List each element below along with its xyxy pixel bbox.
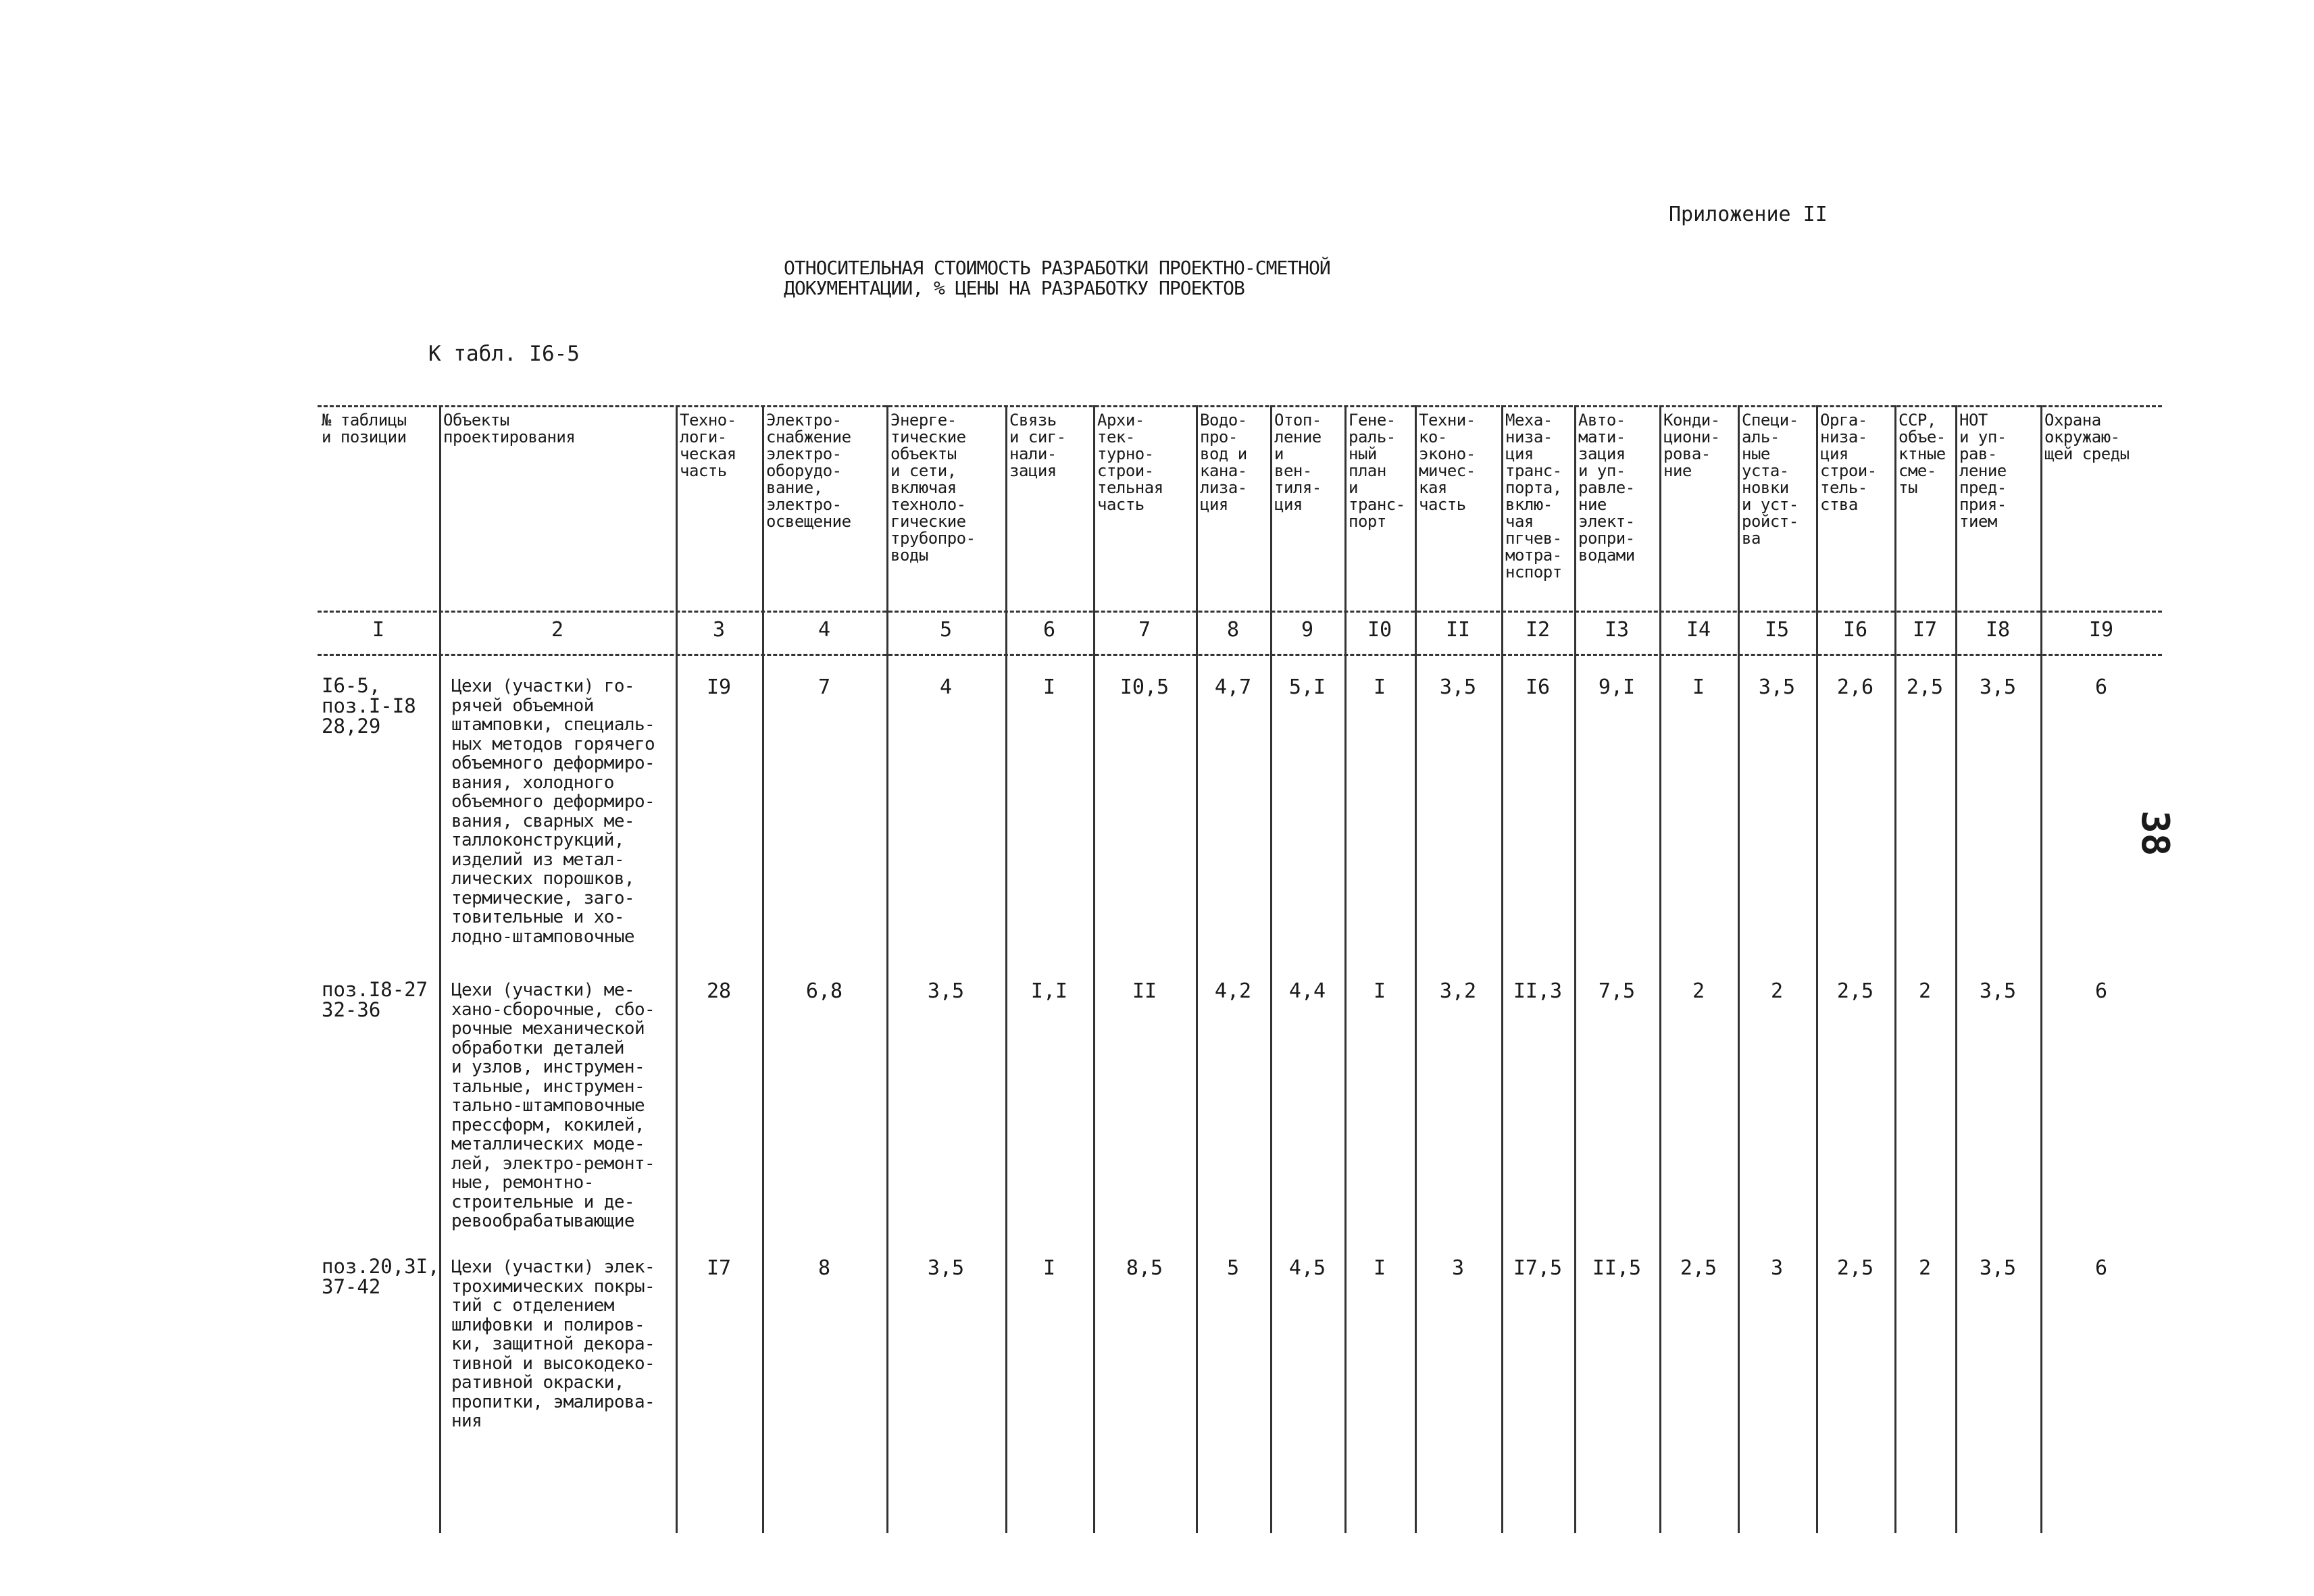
table-cell: 5,I bbox=[1288, 675, 1326, 699]
column-separator bbox=[1738, 405, 1740, 1533]
column-number: 2 bbox=[551, 618, 564, 642]
column-header: Авто- мати- зация и уп- равле- ние элект- ропри- водами bbox=[1578, 411, 1635, 565]
column-separator bbox=[1816, 405, 1818, 1533]
column-number: I9 bbox=[2088, 618, 2114, 642]
table-row-position: поз.I8-27 32-36 bbox=[322, 978, 428, 1021]
column-number: 7 bbox=[1138, 618, 1151, 642]
column-header: Архи- тек- турно- строи- тельная часть bbox=[1097, 411, 1163, 514]
column-header: Электро- снабжение электро- оборудо- вание, электро- освещение bbox=[766, 411, 851, 531]
table-cell: 8 bbox=[818, 1256, 831, 1280]
table-rule bbox=[318, 405, 2162, 407]
table-cell: 3,5 bbox=[1979, 979, 2017, 1003]
appendix-label: Приложение II bbox=[1669, 203, 1828, 226]
table-cell: I bbox=[1042, 675, 1056, 699]
column-number: II bbox=[1445, 618, 1471, 642]
table-cell: I bbox=[1373, 1256, 1386, 1280]
column-header: Конди- циони- рова- ние bbox=[1663, 411, 1720, 480]
table-cell: 9,I bbox=[1598, 675, 1636, 699]
table-cell: 3,5 bbox=[927, 1256, 965, 1280]
column-number: I2 bbox=[1525, 618, 1551, 642]
column-header: Водо- про- вод и кана- лиза- ция bbox=[1200, 411, 1247, 514]
column-separator bbox=[1955, 405, 1957, 1533]
table-cell: 28 bbox=[706, 979, 732, 1003]
table-cell: 3,5 bbox=[1439, 675, 1477, 699]
table-cell: I bbox=[1373, 979, 1386, 1003]
table-rule bbox=[318, 611, 2162, 613]
column-header: Специ- аль- ные уста- новки и уст- ройст- ва bbox=[1742, 411, 1799, 548]
table-cell: I9 bbox=[706, 675, 732, 699]
table-cell: 7 bbox=[818, 675, 831, 699]
column-header: Отоп- ление и вен- тиля- ция bbox=[1274, 411, 1322, 514]
table-cell: 7,5 bbox=[1598, 979, 1636, 1003]
table-cell: II,5 bbox=[1592, 1256, 1642, 1280]
column-separator bbox=[762, 405, 764, 1533]
column-separator bbox=[1415, 405, 1417, 1533]
table-cell: 2 bbox=[1692, 979, 1705, 1003]
table-cell: 2,5 bbox=[1836, 1256, 1874, 1280]
column-separator bbox=[1894, 405, 1896, 1533]
column-header: Гене- раль- ный план и транс- порт bbox=[1349, 411, 1405, 531]
table-cell: 6 bbox=[2094, 675, 2108, 699]
table-cell: 6,8 bbox=[805, 979, 843, 1003]
table-cell: 3,5 bbox=[927, 979, 965, 1003]
column-number: 4 bbox=[818, 618, 831, 642]
table-cell: 4,5 bbox=[1288, 1256, 1326, 1280]
column-separator bbox=[1196, 405, 1198, 1533]
column-header: Орга- низа- ция строи- тель- ства bbox=[1820, 411, 1877, 514]
column-header: № таблицы и позиции bbox=[322, 411, 407, 446]
table-cell: 5 bbox=[1226, 1256, 1240, 1280]
column-header: Техни- ко- эконо- мичес- кая часть bbox=[1419, 411, 1476, 514]
table-cell: 6 bbox=[2094, 1256, 2108, 1280]
column-header: НОТ и уп- рав- ление пред- прия- тием bbox=[1959, 411, 2007, 531]
column-separator bbox=[1005, 405, 1007, 1533]
table-cell: I bbox=[1692, 675, 1705, 699]
table-row-position: I6-5, поз.I-I8 28,29 bbox=[322, 674, 416, 738]
table-cell: 2 bbox=[1770, 979, 1784, 1003]
page-number: 38 bbox=[2133, 810, 2177, 856]
column-header: Связь и сиг- нали- зация bbox=[1009, 411, 1066, 480]
table-cell: I bbox=[1373, 675, 1386, 699]
column-number: I0 bbox=[1367, 618, 1392, 642]
table-cell: 3,5 bbox=[1758, 675, 1796, 699]
column-number: 5 bbox=[939, 618, 953, 642]
table-cell: 2 bbox=[1918, 1256, 1932, 1280]
column-number: I4 bbox=[1686, 618, 1711, 642]
column-separator bbox=[1659, 405, 1661, 1533]
column-number: 3 bbox=[712, 618, 726, 642]
table-cell: I7,5 bbox=[1513, 1256, 1563, 1280]
table-cell: 2 bbox=[1918, 979, 1932, 1003]
table-reference: К табл. I6-5 bbox=[428, 342, 580, 366]
title-line-2: ДОКУМЕНТАЦИИ, % ЦЕНЫ НА РАЗРАБОТКУ ПРОЕКТОВ bbox=[784, 277, 1244, 299]
column-separator bbox=[676, 405, 678, 1533]
table-cell: 4 bbox=[939, 675, 953, 699]
column-separator bbox=[1344, 405, 1347, 1533]
table-cell: II,3 bbox=[1513, 979, 1563, 1003]
column-header: Техно- логи- ческая часть bbox=[680, 411, 736, 480]
title-line-1: ОТНОСИТЕЛЬНАЯ СТОИМОСТЬ РАЗРАБОТКИ ПРОЕКТНО-СМЕТНОЙ bbox=[784, 257, 1330, 279]
column-number: I3 bbox=[1604, 618, 1630, 642]
column-separator bbox=[439, 405, 441, 1533]
table-cell: 3 bbox=[1770, 1256, 1784, 1280]
table-row-position: поз.20,3I, 37-42 bbox=[322, 1255, 440, 1298]
column-number: I5 bbox=[1764, 618, 1790, 642]
column-number: I bbox=[372, 618, 385, 642]
table-cell: I0,5 bbox=[1120, 675, 1169, 699]
column-separator bbox=[1574, 405, 1576, 1533]
column-header: Меха- низа- ция транс- порта, вклю- чая пгчев- мотра- нспорт bbox=[1505, 411, 1562, 582]
table-cell: I6 bbox=[1525, 675, 1551, 699]
table-cell: I bbox=[1042, 1256, 1056, 1280]
column-number: 9 bbox=[1301, 618, 1314, 642]
column-separator bbox=[2040, 405, 2042, 1533]
document-title bbox=[784, 258, 1330, 299]
table-cell: 3,5 bbox=[1979, 675, 2017, 699]
table-cell: 2,5 bbox=[1836, 979, 1874, 1003]
table-cell: 3,2 bbox=[1439, 979, 1477, 1003]
column-number: 8 bbox=[1226, 618, 1240, 642]
table-cell: 4,7 bbox=[1214, 675, 1252, 699]
table-cell: 2,5 bbox=[1906, 675, 1944, 699]
table-cell: 3 bbox=[1451, 1256, 1465, 1280]
table-cell: 2,5 bbox=[1680, 1256, 1717, 1280]
table-cell: 2,6 bbox=[1836, 675, 1874, 699]
table-cell: 3,5 bbox=[1979, 1256, 2017, 1280]
table-row-object: Цехи (участки) ме- хано-сборочные, сбо- рочные механической обработки деталей и узлов, инструмен- тальные, инструмен- тально-штамповочные прессформ, кокилей, металлических моде- лей, электро-ремонт- ные, ремонтно- строительные и де- ревообрабатывающие bbox=[451, 980, 655, 1231]
table-cell: 6 bbox=[2094, 979, 2108, 1003]
column-header: ССР, объе- ктные сме- ты bbox=[1898, 411, 1946, 497]
column-separator bbox=[886, 405, 888, 1533]
column-separator bbox=[1093, 405, 1095, 1533]
table-rule bbox=[318, 654, 2162, 656]
column-number: I7 bbox=[1912, 618, 1938, 642]
table-row-object: Цехи (участки) го- рячей объемной штамповки, специаль- ных методов горячего объемного деформиро- вания, холодного объемного деформиро- вания, сварных ме- таллоконструкций, изделий из метал- лических порошков, термические, загo- товительные и хо- лодно-штамповочные bbox=[451, 676, 655, 947]
column-separator bbox=[1270, 405, 1272, 1533]
table-cell: 4,2 bbox=[1214, 979, 1252, 1003]
column-header: Энерге- тические объекты и сети, включая техноло- гические трубопро- воды bbox=[890, 411, 976, 565]
table-cell: 4,4 bbox=[1288, 979, 1326, 1003]
table-cell: 8,5 bbox=[1126, 1256, 1163, 1280]
table-cell: I,I bbox=[1030, 979, 1068, 1003]
column-number: I8 bbox=[1985, 618, 2011, 642]
column-separator bbox=[1501, 405, 1503, 1533]
table-cell: I7 bbox=[706, 1256, 732, 1280]
column-number: I6 bbox=[1842, 618, 1868, 642]
column-header: Объекты проектирования bbox=[443, 411, 576, 446]
table-row-object: Цехи (участки) элек- трохимических покры- тий с отделением шлифовки и полиров- ки, защитной декора- тивной и высокодеко- ративной окраски, пропитки, эмалирова- ния bbox=[451, 1257, 655, 1431]
column-header: Охрана окружаю- щей среды bbox=[2044, 411, 2130, 463]
column-number: 6 bbox=[1042, 618, 1056, 642]
table-cell: II bbox=[1132, 979, 1157, 1003]
